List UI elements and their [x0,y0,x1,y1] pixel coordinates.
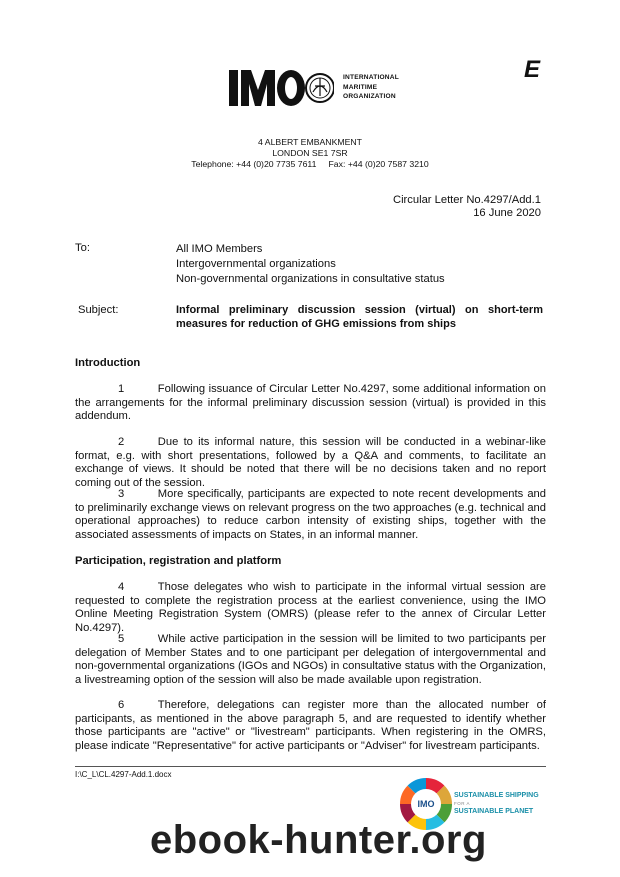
footer-divider [75,766,546,767]
watermark: ebook-hunter.org [150,818,487,862]
subject-label: Subject: [78,304,119,316]
to-label: To: [75,242,90,254]
address-line-2: LONDON SE1 7SR [272,148,348,158]
paragraph-2: 2 Due to its informal nature, this session will be conducted in a webinar-like format, e.g. with short presentations, followed by a Q&A and comments, to facilitate an exchange of views. It should be noted that there will be no decisions taken and no report coming out of the session. [75,436,546,489]
paragraph-1: 1 Following issuance of Circular Letter No.4297, some additional information on the arrangements for the informal preliminary discussion session (virtual) is provided in this addendum. [75,383,546,423]
badge-logo-text: IMO [417,799,435,809]
imo-logo-mark [229,68,334,108]
circular-letter-number: Circular Letter No.4297/Add.1 [392,194,541,206]
recipient: All IMO Members [176,243,263,255]
recipient: Non-governmental organizations in consultative status [176,273,445,285]
imo-logo [229,68,414,108]
subject-text: Informal preliminary discussion session (virtual) on short-term measures for reduction of GHG emissions from ships [176,304,543,330]
paragraph-5: 5 While active participation in the session will be limited to two participants per delegation of Member States and to one participant per delegation of intergovernmental and non-governmental organizations (IGOs and NGOs) in consultative status with the Organization, a livestreaming option of the session will also be made available upon registration. [75,633,546,686]
introduction-heading: Introduction [75,357,141,369]
paragraph-6: 6 Therefore, delegations can register more than the allocated number of participants, as mentioned in the above paragraph 5, and are requested to identify whether those participants are "active" or "livestream" participants. When registering in the OMRS, please indicate "Representative" for active participants or "Adviser" for livestream participants. [75,699,546,752]
org-name: INTERNATIONAL MARITIME ORGANIZATION [343,74,399,100]
recipient: Intergovernmental organizations [176,258,336,270]
badge-text: SUSTAINABLE SHIPPING FOR A SUSTAINABLE PLANET [454,792,539,815]
paragraph-4: 4 Those delegates who wish to participate in the informal virtual session are requested to complete the registration process at the earliest convenience, using the IMO Online Meeting Registration System (OMRS) (please refer to the annex of Circular Letter No.4297). [75,581,546,634]
recipients-list [176,242,445,287]
address-line-1: 4 ALBERT EMBANKMENT [258,137,362,147]
file-path: I:\C_L\CL.4297-Add.1.docx [75,770,172,779]
telephone-fax: Telephone: +44 (0)20 7735 7611 Fax: +44 (0)20 7587 3210 [191,159,429,169]
letter-date: 16 June 2020 [473,207,541,219]
paragraph-3: 3 More specifically, participants are expected to note recent developments and to preliminarily exchange views on relevant progress on the two approaches (e.g. technical and operational approaches) to reduce carbon intensity of existing ships, together with the associated assessments of impacts on States, in an informal manner. [75,488,546,541]
participation-heading: Participation, registration and platform [75,555,282,567]
language-code: E [523,56,540,83]
